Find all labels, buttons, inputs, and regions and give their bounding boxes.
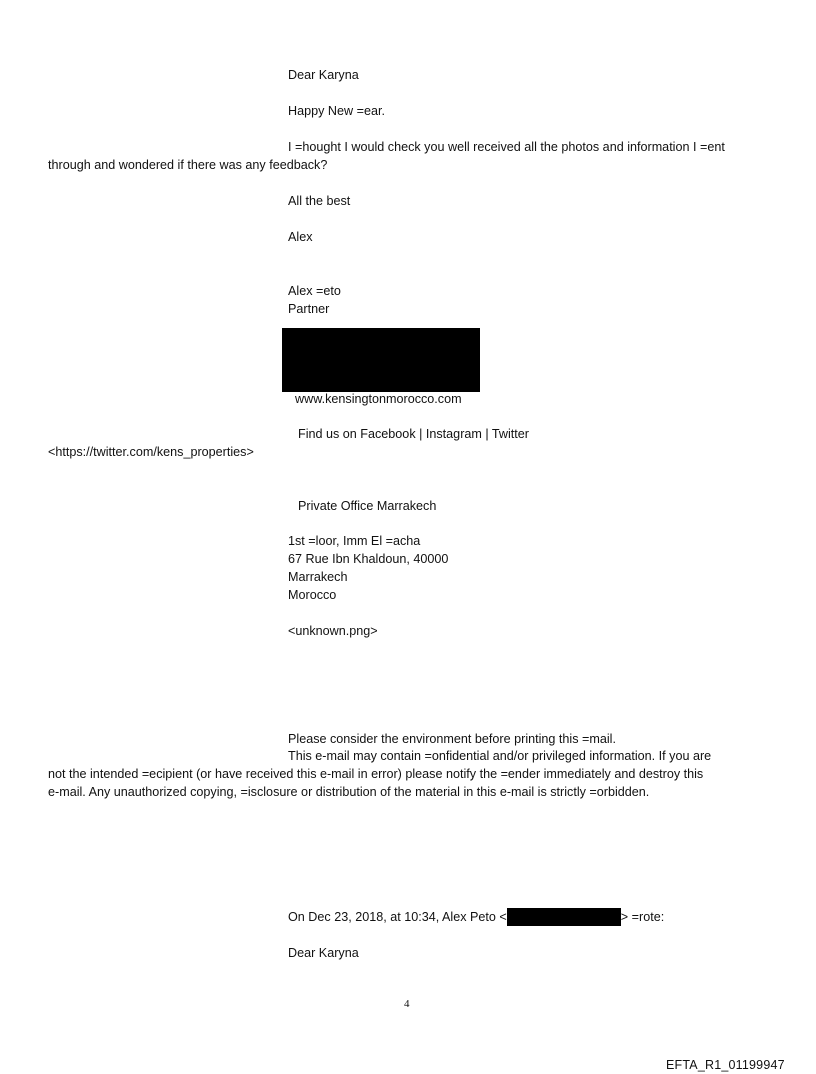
greeting: Dear Karyna [288,68,359,82]
document-id: EFTA_R1_01199947 [666,1058,785,1072]
signature-title: Partner [288,302,330,316]
office-name: Private Office Marrakech [298,499,437,513]
twitter-url[interactable]: <https://twitter.com/kens_properties> [48,445,254,459]
address-line-4: Morocco [288,588,337,602]
redaction-block-logo [282,328,480,392]
closing: All the best [288,194,351,208]
quoted-header [288,908,664,926]
body-line-2: through and wondered if there was any feedback? [48,158,328,172]
disclaimer-line-3: e-mail. Any unauthorized copying, =isclosure or distribution of the material in this e-mail is strictly =orbidden. [48,785,650,799]
redaction-email [507,908,621,926]
signature-name: Alex =eto [288,284,341,298]
address-line-3: Marrakech [288,570,348,584]
quoted-greeting: Dear Karyna [288,946,359,960]
disclaimer-line-1: This e-mail may contain =onfidential and/or privileged information. If you are [288,749,712,763]
environment-notice: Please consider the environment before printing this =mail. [288,732,616,746]
quoted-header-suffix: > =rote: [620,910,665,924]
sender-first-name: Alex [288,230,313,244]
social-links[interactable]: Find us on Facebook | Instagram | Twitter [298,427,530,441]
address-line-1: 1st =loor, Imm El =acha [288,534,421,548]
attachment-placeholder: <unknown.png> [288,624,378,638]
body-line-1: I =hought I would check you well received all the photos and information I =ent [288,140,725,154]
page-number: 4 [404,998,410,1010]
quoted-header-prefix: On Dec 23, 2018, at 10:34, Alex Peto < [288,910,507,924]
disclaimer-line-2: not the intended =ecipient (or have received this e-mail in error) please notify the =ender immediately and destroy this [48,767,704,781]
address-line-2: 67 Rue Ibn Khaldoun, 40000 [288,552,449,566]
website-link[interactable]: www.kensingtonmorocco.com [295,392,462,406]
new-year-line: Happy New =ear. [288,104,385,118]
